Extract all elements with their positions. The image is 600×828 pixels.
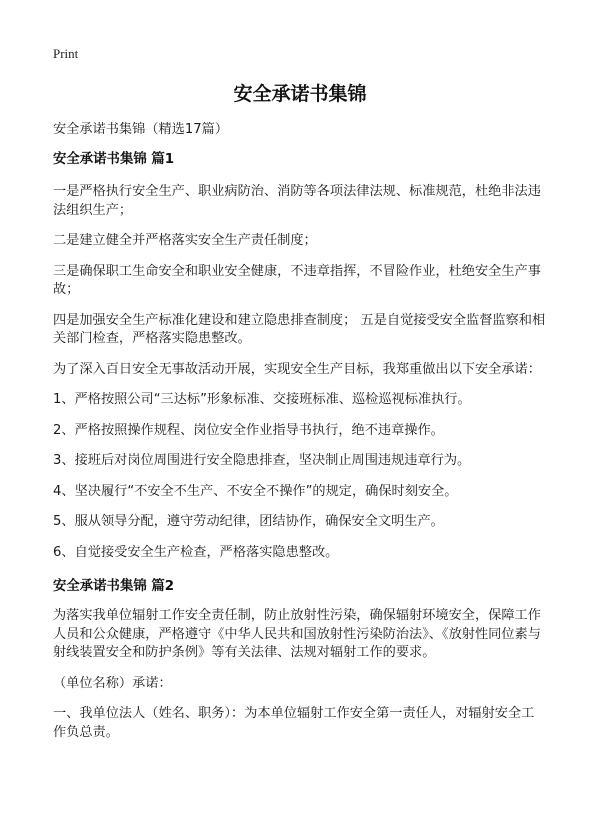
print-label: Print bbox=[53, 46, 79, 61]
section-heading: 安全承诺书集锦 篇2 bbox=[53, 579, 175, 594]
list-item: 5、服从领导分配，遵守劳动纪律，团结协作，确保安全文明生产。 bbox=[53, 514, 444, 529]
list-item: 6、自觉接受安全生产检查，严格落实隐患整改。 bbox=[53, 544, 339, 560]
section-heading: 安全承诺书集锦 篇1 bbox=[53, 152, 175, 167]
paragraph: 为了深入百日安全无事故活动开展，实现安全生产目标，我郑重做出以下安全承诺： bbox=[53, 361, 541, 377]
paragraph: （单位名称）承诺： bbox=[53, 675, 172, 691]
list-item: 3、接班后对岗位周围进行安全隐患排查，坚决制止周围违规违章行为。 bbox=[53, 453, 471, 468]
section-2 bbox=[53, 578, 547, 742]
paragraph: 三是确保职工生命安全和职业安全健康，不违章指挥，不冒险作业，杜绝安全生产事故； bbox=[53, 263, 541, 297]
paragraph: 为落实我单位辐射工作安全责任制，防止放射性污染，确保辐射环境安全，保障工作人员和公众健康，严格遵守《中华人民共和国放射性污染防治法》、《放射性同位素与射线装置安全和防护条例》等有关法律、法规对辐射工作的要求。 bbox=[53, 608, 541, 660]
paragraph: 二是建立健全并严格落实安全生产责任制度； bbox=[53, 233, 317, 248]
paragraph: 一、我单位法人（姓名、职务）：为本单位辐射工作安全第一责任人，对辐射安全工作负总责。 bbox=[53, 706, 535, 740]
paragraph: 四是加强安全生产标准化建设和建立隐患排查制度； 五是自觉接受安全监督监察和相关部门检查，严格落实隐患整改。 bbox=[53, 312, 546, 346]
paragraph: 一是严格执行安全生产、职业病防治、消防等各项法律法规、标准规范，杜绝非法违法组织生产； bbox=[53, 184, 541, 218]
document-title: 安全承诺书集锦 bbox=[233, 83, 367, 105]
list-item: 2、严格按照操作规程、岗位安全作业指导书执行，绝不违章操作。 bbox=[53, 422, 444, 438]
list-item: 4、坚决履行“不安全不生产、不安全不操作”的规定，确保时刻安全。 bbox=[53, 483, 458, 499]
document-subtitle: 安全承诺书集锦（精选17篇） bbox=[53, 122, 229, 137]
section-1 bbox=[53, 151, 547, 562]
list-item: 1、严格按照公司“三达标”形象标准、交接班标准、巡检巡视标准执行。 bbox=[53, 392, 471, 407]
